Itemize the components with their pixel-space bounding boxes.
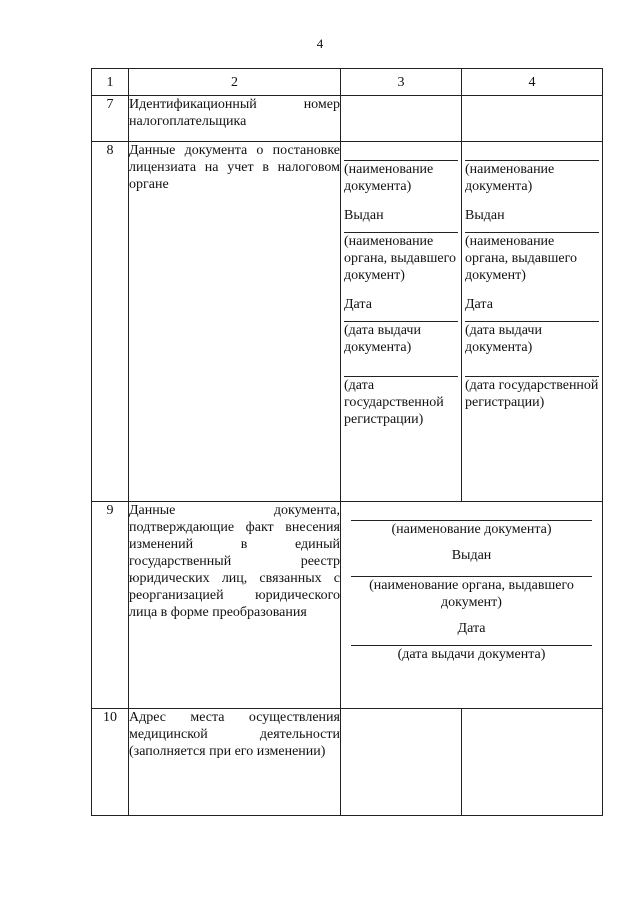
row-number: 9: [92, 502, 129, 709]
reg-date-hint: (дата государственной регистрации): [344, 378, 444, 427]
page-number: 4: [316, 36, 324, 51]
header-col-4: 4: [462, 69, 603, 96]
address-field-new[interactable]: [462, 709, 603, 816]
label-part: Идентификационный: [129, 97, 257, 112]
row-number: 7: [92, 96, 129, 142]
row-label: Данные документа о постановке лицензиата на учет в налоговом органе: [129, 142, 341, 502]
issuer-hint: (наименование органа, выдавшего документ): [344, 234, 457, 283]
issuer-hint: (наименование органа, выдавшего документ): [465, 234, 578, 283]
row-10: [92, 709, 603, 816]
issued-label: Выдан: [465, 208, 505, 223]
issued-label: Выдан: [344, 208, 384, 223]
reg-date-hint: (дата государственной регистрации): [465, 378, 599, 410]
issue-date-hint: (дата выдачи документа): [397, 647, 546, 662]
header-col-1: 1: [92, 69, 129, 96]
doc-name-hint: (наименование документа): [391, 522, 552, 537]
issue-date-hint: (дата выдачи документа): [465, 323, 542, 355]
date-label: Дата: [457, 621, 486, 636]
egrul-change-doc: [341, 502, 603, 709]
date-label: Дата: [465, 297, 493, 312]
label-part: налогоплательщика: [129, 114, 247, 129]
label-part: номер: [303, 97, 340, 112]
issue-date-hint: (дата выдачи документа): [344, 323, 421, 355]
inn-field-current[interactable]: [341, 96, 462, 142]
inn-field-new[interactable]: [462, 96, 603, 142]
row-label: [129, 96, 341, 142]
date-label: Дата: [344, 297, 372, 312]
table-header-row: [92, 69, 603, 96]
row-number: 10: [92, 709, 129, 816]
row-8: [92, 142, 603, 502]
header-col-2: 2: [129, 69, 341, 96]
license-data-table: [91, 68, 603, 816]
issuer-hint: (наименование органа, выдавшего документ): [369, 578, 574, 610]
row-label: Данные документа, подтверждающие факт внесения изменений в единый государственный реестр юридических лиц, связанных с реорганизацией юридического лица в форме преобразования: [129, 502, 341, 709]
row-label: Адрес места осуществления медицинской деятельности (заполняется при его изменении): [129, 709, 341, 816]
doc-name-hint: (наименование документа): [344, 162, 434, 194]
issued-label: Выдан: [451, 548, 492, 563]
row-9: [92, 502, 603, 709]
tax-registration-current: [341, 142, 462, 502]
address-field-current[interactable]: [341, 709, 462, 816]
tax-registration-new: [462, 142, 603, 502]
row-7: [92, 96, 603, 142]
doc-name-hint: (наименование документа): [465, 162, 555, 194]
row-number: 8: [92, 142, 129, 502]
header-col-3: 3: [341, 69, 462, 96]
